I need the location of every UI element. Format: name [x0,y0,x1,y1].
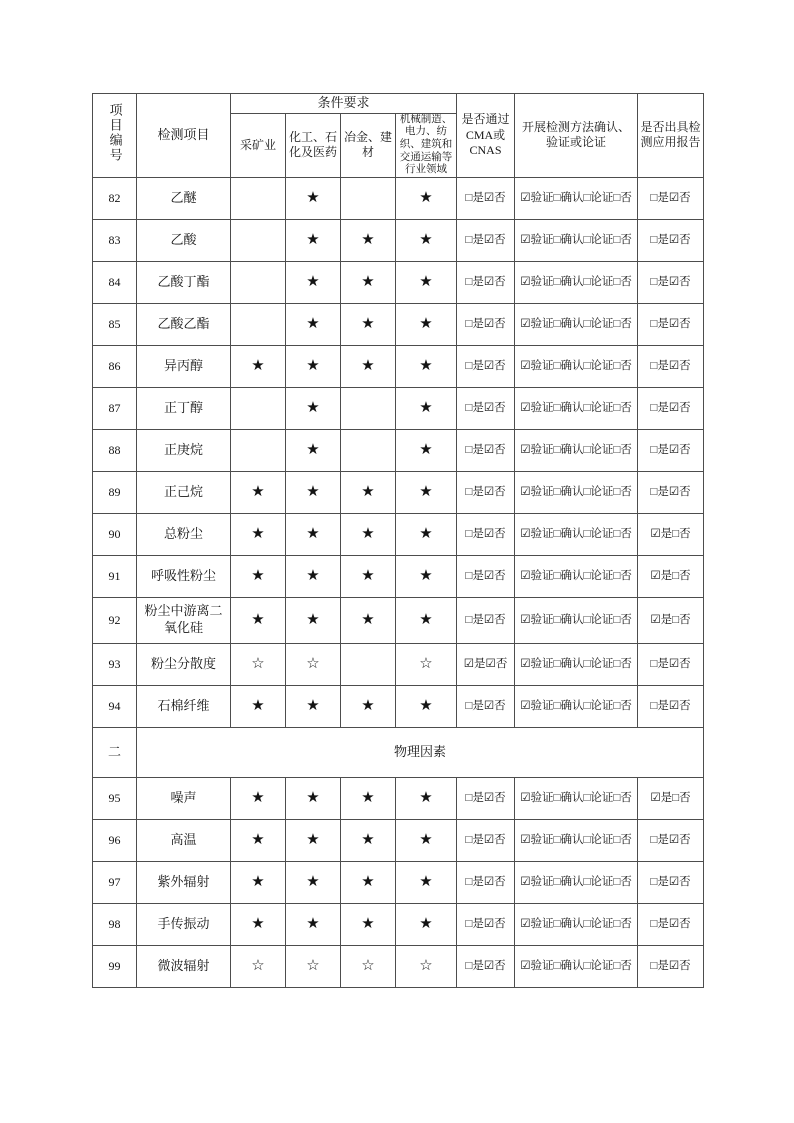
cma-cnas-checkbox-cell: □是☑否 [457,903,515,945]
method-checkbox-cell: ☑验证□确认□论证□否 [515,261,638,303]
industry-star-cell: ★ [396,555,457,597]
report-checkbox-cell: ☑是□否 [638,513,704,555]
table-row [93,861,704,903]
industry-star-cell: ★ [231,903,286,945]
item-number-cell: 83 [93,219,137,261]
col-header-condition-requirements: 条件要求 [231,94,457,114]
table-row [93,819,704,861]
industry-star-cell: ★ [286,177,341,219]
table-row [93,345,704,387]
industry-star-cell: ★ [286,513,341,555]
industry-star-cell: ★ [341,597,396,643]
industry-star-cell: ★ [286,819,341,861]
report-checkbox-cell: □是☑否 [638,345,704,387]
col-header-industry-chemical: 化工、石化及医药 [286,113,341,177]
industry-star-cell: ☆ [286,643,341,685]
item-number-cell: 98 [93,903,137,945]
section-title-cell: 物理因素 [137,727,704,777]
industry-star-cell: ★ [341,903,396,945]
table-row [93,685,704,727]
section-row [93,727,704,777]
method-checkbox-cell: ☑验证□确认□论证□否 [515,643,638,685]
industry-star-cell: ★ [341,819,396,861]
item-number-cell: 94 [93,685,137,727]
col-header-industry-machinery: 机械制造、电力、纺织、建筑和交通运输等行业领域 [396,113,457,177]
item-number-cell: 87 [93,387,137,429]
method-checkbox-cell: ☑验证□确认□论证□否 [515,219,638,261]
cma-cnas-checkbox-cell: □是☑否 [457,471,515,513]
industry-star-cell: ★ [396,345,457,387]
industry-star-cell [231,261,286,303]
test-item-cell: 乙酸 [137,219,231,261]
item-no-vertical-label: 项目编号 [107,102,123,163]
report-checkbox-cell: □是☑否 [638,261,704,303]
industry-star-cell: ★ [286,903,341,945]
test-item-cell: 粉尘中游离二氧化硅 [137,597,231,643]
report-checkbox-cell: □是☑否 [638,643,704,685]
industry-star-cell [231,219,286,261]
cma-cnas-checkbox-cell: □是☑否 [457,685,515,727]
industry-star-cell [341,643,396,685]
report-checkbox-cell: □是☑否 [638,219,704,261]
table-row [93,303,704,345]
table-row [93,903,704,945]
test-item-cell: 微波辐射 [137,945,231,987]
industry-star-cell [341,387,396,429]
item-number-cell: 99 [93,945,137,987]
industry-star-cell [231,429,286,471]
report-checkbox-cell: □是☑否 [638,429,704,471]
industry-star-cell: ★ [231,555,286,597]
table-row [93,261,704,303]
cma-cnas-checkbox-cell: □是☑否 [457,429,515,471]
industry-star-cell [341,177,396,219]
table-row [93,597,704,643]
industry-star-cell: ★ [286,219,341,261]
industry-star-cell: ★ [231,513,286,555]
industry-star-cell: ☆ [231,945,286,987]
cma-cnas-checkbox-cell: □是☑否 [457,819,515,861]
industry-star-cell: ★ [286,261,341,303]
industry-star-cell: ★ [341,513,396,555]
cma-cnas-checkbox-cell: □是☑否 [457,945,515,987]
industry-star-cell: ★ [341,685,396,727]
report-checkbox-cell: □是☑否 [638,177,704,219]
report-checkbox-cell: □是☑否 [638,387,704,429]
industry-star-cell: ★ [286,345,341,387]
industry-star-cell: ★ [231,861,286,903]
report-checkbox-cell: □是☑否 [638,861,704,903]
industry-star-cell: ★ [231,819,286,861]
col-header-item-no [93,94,137,178]
method-checkbox-cell: ☑验证□确认□论证□否 [515,429,638,471]
industry-star-cell: ★ [396,777,457,819]
industry-star-cell: ★ [396,685,457,727]
industry-star-cell: ★ [396,903,457,945]
test-item-cell: 呼吸性粉尘 [137,555,231,597]
industry-star-cell: ★ [231,777,286,819]
industry-star-cell: ★ [341,861,396,903]
industry-star-cell: ★ [341,777,396,819]
item-number-cell: 96 [93,819,137,861]
header-row-condition-group [93,94,704,114]
table-body [93,177,704,987]
report-checkbox-cell: ☑是□否 [638,777,704,819]
industry-star-cell: ★ [396,303,457,345]
industry-star-cell: ☆ [396,643,457,685]
test-item-cell: 正己烷 [137,471,231,513]
industry-star-cell: ★ [286,303,341,345]
item-number-cell: 84 [93,261,137,303]
industry-star-cell: ☆ [341,945,396,987]
report-checkbox-cell: □是☑否 [638,303,704,345]
method-checkbox-cell: ☑验证□确认□论证□否 [515,513,638,555]
table-row [93,643,704,685]
test-item-cell: 总粉尘 [137,513,231,555]
industry-star-cell: ★ [231,597,286,643]
industry-star-cell: ★ [396,471,457,513]
industry-star-cell: ★ [396,513,457,555]
industry-star-cell: ★ [396,219,457,261]
test-item-cell: 正丁醇 [137,387,231,429]
method-checkbox-cell: ☑验证□确认□论证□否 [515,819,638,861]
method-checkbox-cell: ☑验证□确认□论证□否 [515,945,638,987]
industry-star-cell [231,177,286,219]
item-number-cell: 85 [93,303,137,345]
method-checkbox-cell: ☑验证□确认□论证□否 [515,597,638,643]
report-checkbox-cell: □是☑否 [638,903,704,945]
table-row [93,555,704,597]
test-item-cell: 乙醚 [137,177,231,219]
test-item-cell: 异丙醇 [137,345,231,387]
industry-star-cell: ★ [286,555,341,597]
test-item-cell: 石棉纤维 [137,685,231,727]
item-number-cell: 90 [93,513,137,555]
table-row [93,777,704,819]
item-number-cell: 93 [93,643,137,685]
table-row [93,945,704,987]
test-item-cell: 乙酸丁酯 [137,261,231,303]
industry-star-cell: ★ [231,471,286,513]
col-header-industry-mining: 采矿业 [231,113,286,177]
industry-star-cell: ★ [396,387,457,429]
test-item-cell: 乙酸乙酯 [137,303,231,345]
test-item-cell: 紫外辐射 [137,861,231,903]
method-checkbox-cell: ☑验证□确认□论证□否 [515,685,638,727]
cma-cnas-checkbox-cell: ☑是☑否 [457,643,515,685]
table-row [93,513,704,555]
industry-star-cell: ★ [286,777,341,819]
cma-cnas-checkbox-cell: □是☑否 [457,261,515,303]
industry-star-cell [231,387,286,429]
industry-star-cell: ★ [341,345,396,387]
industry-star-cell: ★ [286,597,341,643]
item-number-cell: 89 [93,471,137,513]
col-header-application-report: 是否出具检测应用报告 [638,94,704,178]
item-number-cell: 95 [93,777,137,819]
industry-star-cell: ★ [396,861,457,903]
item-number-cell: 97 [93,861,137,903]
report-checkbox-cell: □是☑否 [638,471,704,513]
method-checkbox-cell: ☑验证□确认□论证□否 [515,303,638,345]
industry-star-cell: ★ [341,261,396,303]
method-checkbox-cell: ☑验证□确认□论证□否 [515,471,638,513]
industry-star-cell: ★ [341,555,396,597]
report-checkbox-cell: □是☑否 [638,685,704,727]
col-header-industry-metallurgy: 冶金、建材 [341,113,396,177]
cma-cnas-checkbox-cell: □是☑否 [457,777,515,819]
method-checkbox-cell: ☑验证□确认□论证□否 [515,861,638,903]
test-item-cell: 高温 [137,819,231,861]
item-number-cell: 91 [93,555,137,597]
report-checkbox-cell: ☑是□否 [638,555,704,597]
test-item-cell: 正庚烷 [137,429,231,471]
col-header-test-item: 检测项目 [137,94,231,178]
industry-star-cell: ★ [396,261,457,303]
cma-cnas-checkbox-cell: □是☑否 [457,555,515,597]
industry-star-cell: ☆ [396,945,457,987]
industry-star-cell: ★ [286,429,341,471]
industry-star-cell: ★ [286,685,341,727]
inspection-items-table [92,93,704,988]
method-checkbox-cell: ☑验证□确认□论证□否 [515,177,638,219]
method-checkbox-cell: ☑验证□确认□论证□否 [515,777,638,819]
item-number-cell: 88 [93,429,137,471]
industry-star-cell: ★ [286,471,341,513]
industry-star-cell: ★ [396,177,457,219]
industry-star-cell: ★ [286,387,341,429]
industry-star-cell [231,303,286,345]
test-item-cell: 粉尘分散度 [137,643,231,685]
industry-star-cell: ★ [231,685,286,727]
col-header-cma-cnas: 是否通过CMA或CNAS [457,94,515,178]
method-checkbox-cell: ☑验证□确认□论证□否 [515,345,638,387]
col-header-method-confirmation: 开展检测方法确认、验证或论证 [515,94,638,178]
table-row [93,177,704,219]
industry-star-cell: ☆ [286,945,341,987]
cma-cnas-checkbox-cell: □是☑否 [457,303,515,345]
industry-star-cell: ★ [341,471,396,513]
table-row [93,219,704,261]
report-checkbox-cell: ☑是□否 [638,597,704,643]
cma-cnas-checkbox-cell: □是☑否 [457,345,515,387]
industry-star-cell [341,429,396,471]
industry-star-cell: ☆ [231,643,286,685]
industry-star-cell: ★ [396,429,457,471]
table-header [93,94,704,178]
item-number-cell: 86 [93,345,137,387]
method-checkbox-cell: ☑验证□确认□论证□否 [515,387,638,429]
table-row [93,471,704,513]
cma-cnas-checkbox-cell: □是☑否 [457,861,515,903]
table-row [93,387,704,429]
industry-star-cell: ★ [231,345,286,387]
test-item-cell: 手传振动 [137,903,231,945]
industry-star-cell: ★ [396,819,457,861]
method-checkbox-cell: ☑验证□确认□论证□否 [515,903,638,945]
report-checkbox-cell: □是☑否 [638,945,704,987]
industry-star-cell: ★ [341,303,396,345]
item-number-cell: 92 [93,597,137,643]
industry-star-cell: ★ [396,597,457,643]
item-number-cell: 82 [93,177,137,219]
cma-cnas-checkbox-cell: □是☑否 [457,219,515,261]
cma-cnas-checkbox-cell: □是☑否 [457,597,515,643]
table-row [93,429,704,471]
industry-star-cell: ★ [286,861,341,903]
cma-cnas-checkbox-cell: □是☑否 [457,387,515,429]
report-checkbox-cell: □是☑否 [638,819,704,861]
method-checkbox-cell: ☑验证□确认□论证□否 [515,555,638,597]
section-number-cell: 二 [93,727,137,777]
cma-cnas-checkbox-cell: □是☑否 [457,513,515,555]
test-item-cell: 噪声 [137,777,231,819]
cma-cnas-checkbox-cell: □是☑否 [457,177,515,219]
industry-star-cell: ★ [341,219,396,261]
